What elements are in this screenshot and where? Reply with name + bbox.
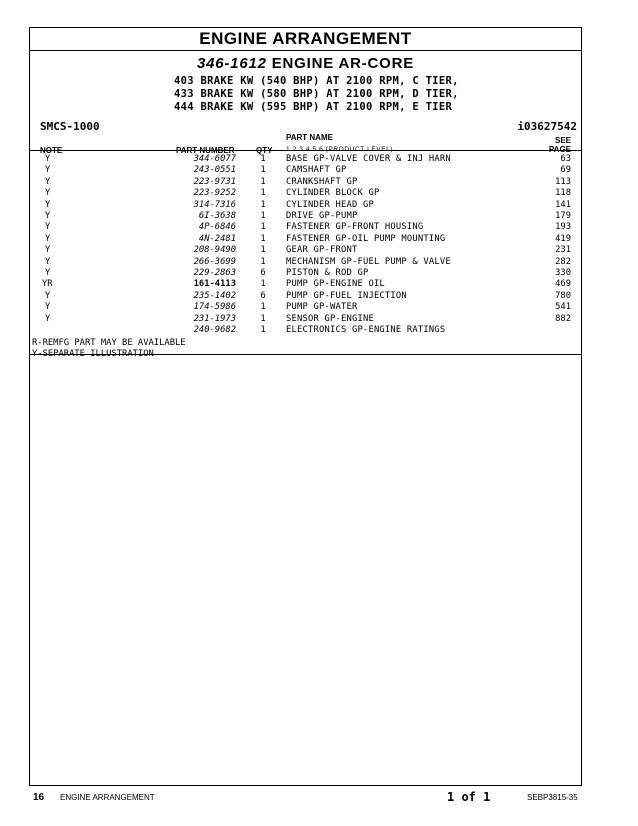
footer-doc-id: SEBP3815-35 bbox=[527, 793, 578, 802]
spec-line: 403 BRAKE KW (540 BHP) AT 2100 RPM, C TIER, bbox=[174, 75, 459, 87]
remarks-divider bbox=[30, 354, 581, 355]
table-row bbox=[30, 291, 581, 302]
row-qty: 1 bbox=[260, 211, 266, 221]
row-note: Y bbox=[45, 176, 51, 187]
row-part-name: PUMP GP-FUEL INJECTION bbox=[286, 290, 407, 301]
table-row bbox=[30, 200, 581, 211]
row-note: Y bbox=[45, 290, 51, 301]
table-row bbox=[30, 245, 581, 256]
row-part-name: MECHANISM GP-FUEL PUMP & VALVE bbox=[286, 256, 451, 267]
row-qty: 1 bbox=[260, 233, 266, 244]
footer-page-of: 1 of 1 bbox=[447, 790, 491, 804]
row-note: YR bbox=[42, 279, 53, 290]
row-part-name: PISTON & ROD GP bbox=[286, 268, 369, 278]
row-part-number: 266-3699 bbox=[193, 256, 236, 267]
smcs-code: SMCS-1000 bbox=[40, 120, 100, 133]
column-header-note: NOTE bbox=[40, 146, 63, 155]
column-header-product-level: 1 2 3 4 5 6 (PRODUCT LEVEL) bbox=[286, 146, 394, 153]
row-page: 141 bbox=[555, 199, 571, 210]
column-header-qty: QTY bbox=[256, 146, 273, 155]
model-name: ENGINE AR-CORE bbox=[271, 55, 415, 72]
row-part-name: FASTENER GP-OIL PUMP MOUNTING bbox=[286, 233, 446, 244]
row-part-number: 208-9490 bbox=[193, 245, 236, 256]
column-header-part-number: PART NUMBER bbox=[176, 146, 235, 155]
row-qty: 1 bbox=[260, 302, 266, 313]
page-footer bbox=[0, 790, 638, 806]
row-part-number: 240-9682 bbox=[193, 325, 236, 335]
row-note: Y bbox=[45, 222, 51, 233]
row-part-name: GEAR GP-FRONT bbox=[286, 245, 358, 256]
row-part-number: 344-6077 bbox=[193, 154, 236, 164]
table-row bbox=[30, 314, 581, 325]
footer-page-number: 16 bbox=[33, 792, 45, 803]
row-qty: 1 bbox=[260, 188, 266, 199]
row-part-name: SENSOR GP-ENGINE bbox=[286, 313, 374, 324]
spec-line: 444 BRAKE KW (595 BHP) AT 2100 RPM, E TIER bbox=[174, 101, 453, 113]
row-part-name: CYLINDER BLOCK GP bbox=[286, 188, 380, 199]
row-qty: 1 bbox=[260, 154, 266, 164]
row-note: Y bbox=[45, 302, 51, 313]
table-row bbox=[30, 268, 581, 279]
table-row bbox=[30, 188, 581, 199]
column-header-see: SEE bbox=[554, 136, 571, 145]
row-part-number: 243-0551 bbox=[193, 165, 236, 176]
row-page: 231 bbox=[555, 245, 571, 256]
footer-section: ENGINE ARRANGEMENT bbox=[60, 793, 155, 802]
row-note: Y bbox=[45, 199, 51, 210]
row-note: Y bbox=[45, 188, 51, 199]
table-row bbox=[30, 279, 581, 290]
table-row bbox=[30, 177, 581, 188]
row-part-number: 314-7316 bbox=[193, 199, 236, 210]
row-page: 113 bbox=[555, 176, 571, 187]
row-part-name: PUMP GP-ENGINE OIL bbox=[286, 279, 385, 290]
page-title: ENGINE ARRANGEMENT bbox=[30, 28, 581, 51]
row-page: 63 bbox=[560, 154, 571, 164]
table-row bbox=[30, 302, 581, 313]
table-row bbox=[30, 165, 581, 176]
spec-line: 433 BRAKE KW (580 BHP) AT 2100 RPM, D TIER, bbox=[174, 88, 459, 100]
row-part-name: ELECTRONICS GP-ENGINE RATINGS bbox=[286, 325, 446, 335]
row-part-name: BASE GP-VALVE COVER & INJ HARN bbox=[286, 154, 451, 164]
row-part-name: CAMSHAFT GP bbox=[286, 165, 347, 176]
header-block bbox=[30, 50, 581, 155]
row-note: Y bbox=[45, 245, 51, 256]
row-page: 69 bbox=[560, 165, 571, 176]
row-part-name: CYLINDER HEAD GP bbox=[286, 199, 374, 210]
row-page: 419 bbox=[555, 233, 571, 244]
row-qty: 1 bbox=[260, 256, 266, 267]
row-part-number: 4N-2481 bbox=[198, 233, 236, 244]
row-page: 282 bbox=[555, 256, 571, 267]
column-header-page: PAGE bbox=[548, 145, 571, 154]
table-row bbox=[30, 257, 581, 268]
row-page: 179 bbox=[555, 211, 571, 221]
row-part-name: FASTENER GP-FRONT HOUSING bbox=[286, 222, 424, 233]
row-part-number: 231-1973 bbox=[193, 313, 236, 324]
row-part-name: CRANKSHAFT GP bbox=[286, 176, 358, 187]
row-part-number: 6I-3638 bbox=[198, 211, 236, 221]
row-page: 541 bbox=[555, 302, 571, 313]
row-page: 118 bbox=[555, 188, 571, 199]
illustration-id: i03627542 bbox=[517, 120, 577, 133]
row-note: Y bbox=[45, 165, 51, 176]
row-page: 882 bbox=[555, 313, 571, 324]
row-note: Y bbox=[45, 268, 51, 278]
model-heading bbox=[30, 55, 581, 72]
row-qty: 6 bbox=[260, 290, 266, 301]
row-note: Y bbox=[45, 154, 51, 164]
row-page: 193 bbox=[555, 222, 571, 233]
row-part-number: 223-9252 bbox=[193, 188, 236, 199]
row-part-name: DRIVE GP-PUMP bbox=[286, 211, 358, 221]
row-note: Y bbox=[45, 313, 51, 324]
document-frame bbox=[29, 27, 582, 786]
row-part-number: 4P-6846 bbox=[198, 222, 236, 233]
row-page: 330 bbox=[555, 268, 571, 278]
table-row bbox=[30, 211, 581, 222]
row-page: 780 bbox=[555, 290, 571, 301]
table-row bbox=[30, 222, 581, 233]
remark-line: R-REMFG PART MAY BE AVAILABLE bbox=[32, 338, 186, 348]
row-qty: 1 bbox=[260, 245, 266, 256]
row-part-name: PUMP GP-WATER bbox=[286, 302, 358, 313]
row-qty: 1 bbox=[260, 279, 266, 290]
row-page: 469 bbox=[555, 279, 571, 290]
table-row bbox=[30, 234, 581, 245]
table-row bbox=[30, 325, 581, 336]
row-note: Y bbox=[45, 256, 51, 267]
row-qty: 1 bbox=[260, 199, 266, 210]
row-part-number: 174-5986 bbox=[193, 302, 236, 313]
row-part-number: 229-2863 bbox=[193, 268, 236, 278]
row-qty: 1 bbox=[260, 165, 266, 176]
model-part-number: 346-1612 bbox=[196, 55, 267, 72]
row-note: Y bbox=[45, 233, 51, 244]
row-qty: 1 bbox=[260, 325, 266, 335]
row-note: Y bbox=[45, 211, 51, 221]
row-part-number: 161-4113 bbox=[193, 279, 236, 290]
row-part-number: 235-1402 bbox=[193, 290, 236, 301]
row-part-number: 223-9731 bbox=[193, 176, 236, 187]
row-qty: 1 bbox=[260, 222, 266, 233]
remarks bbox=[32, 338, 186, 360]
row-qty: 1 bbox=[260, 176, 266, 187]
column-header-part-name: PART NAME bbox=[286, 133, 333, 142]
row-qty: 1 bbox=[260, 313, 266, 324]
remark-line: Y-SEPARATE ILLUSTRATION bbox=[32, 349, 154, 359]
table-row bbox=[30, 154, 581, 165]
row-qty: 6 bbox=[260, 268, 266, 278]
